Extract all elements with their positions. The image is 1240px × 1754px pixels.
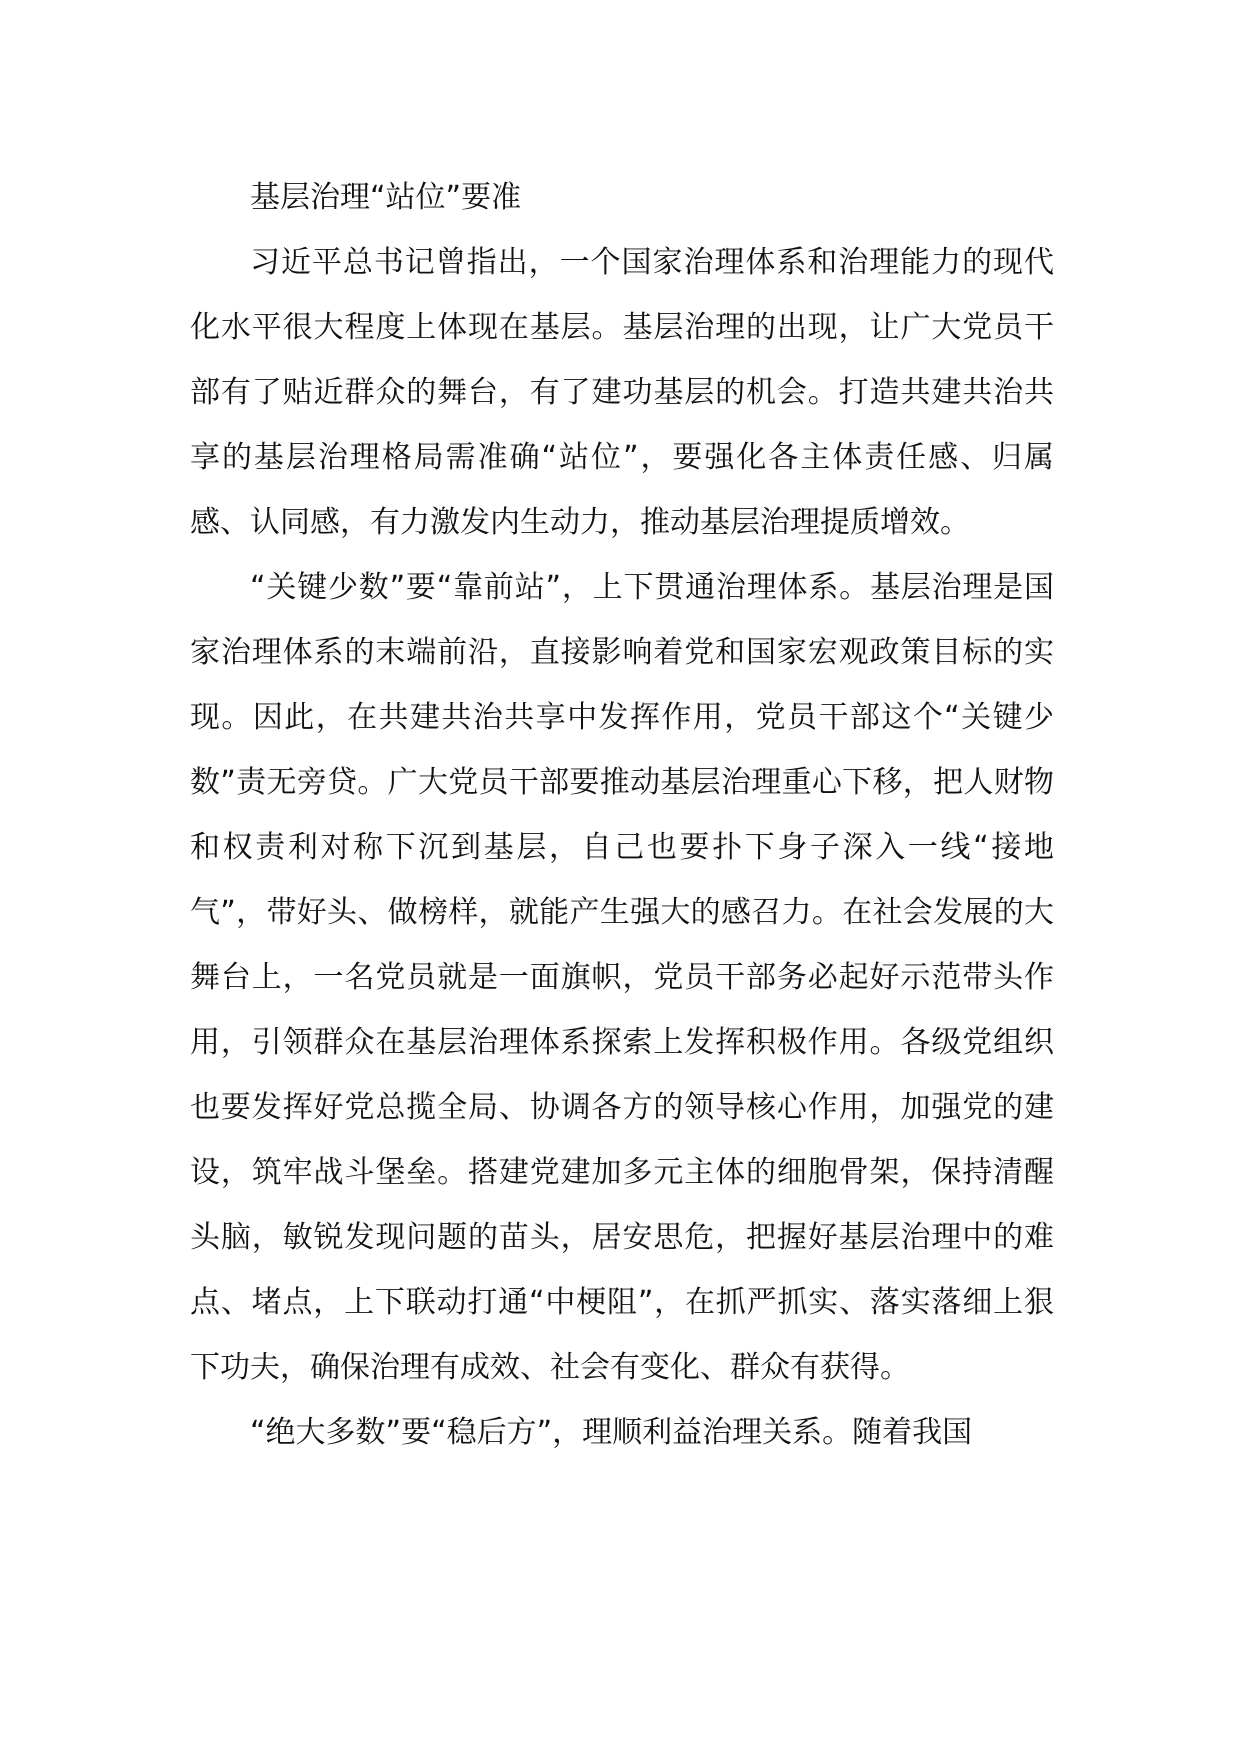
paragraph-key-minority: “关键少数”要“靠前站”，上下贯通治理体系。基层治理是国家治理体系的末端前沿，直接影响着党和国家宏观政策目标的实现。因此，在共建共治共享中发挥作用，党员干部这个“关键少数”责无旁贷。广大党员干部要推动基层治理重心下移，把人财物和权责利对称下沉到基层，自己也要扑下身子深入一线“接地气”，带好头、做榜样，就能产生强大的感召力。在社会发展的大舞台上，一名党员就是一面旗帜，党员干部务必起好示范带头作用，引领群众在基层治理体系探索上发挥积极作用。各级党组织也要发挥好党总揽全局、协调各方的领导核心作用，加强党的建设，筑牢战斗堡垒。搭建党建加多元主体的细胞骨架，保持清醒头脑，敏锐发现问题的苗头，居安思危，把握好基层治理中的难点、堵点，上下联动打通“中梗阻”，在抓严抓实、落实落细上狠下功夫，确保治理有成效、社会有变化、群众有获得。 [190,570,1054,1385]
paragraph-intro: 习近平总书记曾指出，一个国家治理体系和治理能力的现代化水平很大程度上体现在基层。基层治理的出现，让广大党员干部有了贴近群众的舞台，有了建功基层的机会。打造共建共治共享的基层治理格局需准确“站位”，要强化各主体责任感、归属感、认同感，有力激发内生动力，推动基层治理提质增效。 [190,245,1054,540]
document-page [190,165,1054,1465]
paragraph-vast-majority: “绝大多数”要“稳后方”，理顺利益治理关系。随着我国 [250,1415,973,1450]
section-title: 基层治理“站位”要准 [250,180,522,215]
